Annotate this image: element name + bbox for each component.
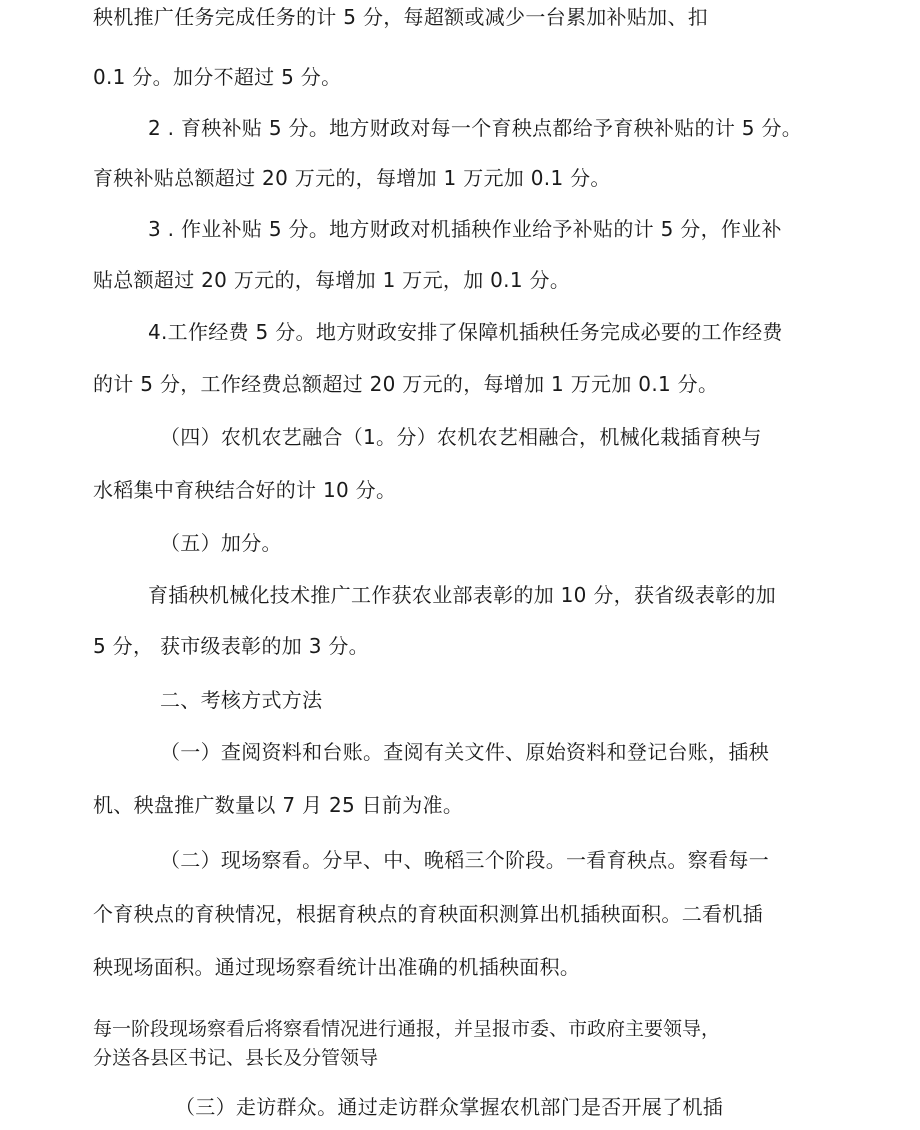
text-line: （二）现场察看。分早、中、晚稻三个阶段。一看育秧点。察看每一	[160, 848, 769, 872]
text-line: 秧机推广任务完成任务的计 5 分，每超额或减少一台累加补贴加、扣	[93, 5, 709, 29]
text-line: （四）农机农艺融合（1。分）农机农艺相融合，机械化栽插育秧与	[160, 425, 762, 449]
text-line: 5 分， 获市级表彰的加 3 分。	[93, 634, 369, 658]
text-line: 4.工作经费 5 分。地方财政安排了保障机插秧任务完成必要的工作经费	[148, 320, 783, 344]
text-line: 机、秧盘推广数量以 7 月 25 日前为准。	[93, 793, 464, 817]
text-line: 3 . 作业补贴 5 分。地方财政对机插秧作业给予补贴的计 5 分，作业补	[148, 217, 782, 241]
text-line: 秧现场面积。通过现场察看统计出准确的机插秧面积。	[93, 955, 581, 979]
text-line: 个育秧点的育秧情况，根据育秧点的育秧面积测算出机插秧面积。二看机插	[93, 902, 763, 926]
text-line: 每一阶段现场察看后将察看情况进行通报，并呈报市委、市政府主要领导，	[93, 1018, 721, 1040]
text-line: （三）走访群众。通过走访群众掌握农机部门是否开展了机插	[175, 1095, 724, 1119]
text-line: 0.1 分。加分不超过 5 分。	[93, 65, 342, 89]
text-line: 贴总额超过 20 万元的，每增加 1 万元，加 0.1 分。	[93, 268, 571, 292]
text-line: 育秧补贴总额超过 20 万元的，每增加 1 万元加 0.1 分。	[93, 166, 611, 190]
text-line: 水稻集中育秧结合好的计 10 分。	[93, 478, 397, 502]
text-line: （一）查阅资料和台账。查阅有关文件、原始资料和登记台账，插秧	[160, 740, 769, 764]
text-line: 的计 5 分，工作经费总额超过 20 万元的，每增加 1 万元加 0.1 分。	[93, 372, 719, 396]
text-line: 2 . 育秧补贴 5 分。地方财政对每一个育秧点都给予育秧补贴的计 5 分。	[148, 116, 803, 140]
text-line: 育插秧机械化技术推广工作获农业部表彰的加 10 分，获省级表彰的加	[148, 583, 777, 607]
section-heading: 二、考核方式方法	[160, 688, 323, 712]
text-line: 分送各县区书记、县长及分管领导	[93, 1047, 379, 1069]
section-heading: （五）加分。	[160, 531, 282, 555]
